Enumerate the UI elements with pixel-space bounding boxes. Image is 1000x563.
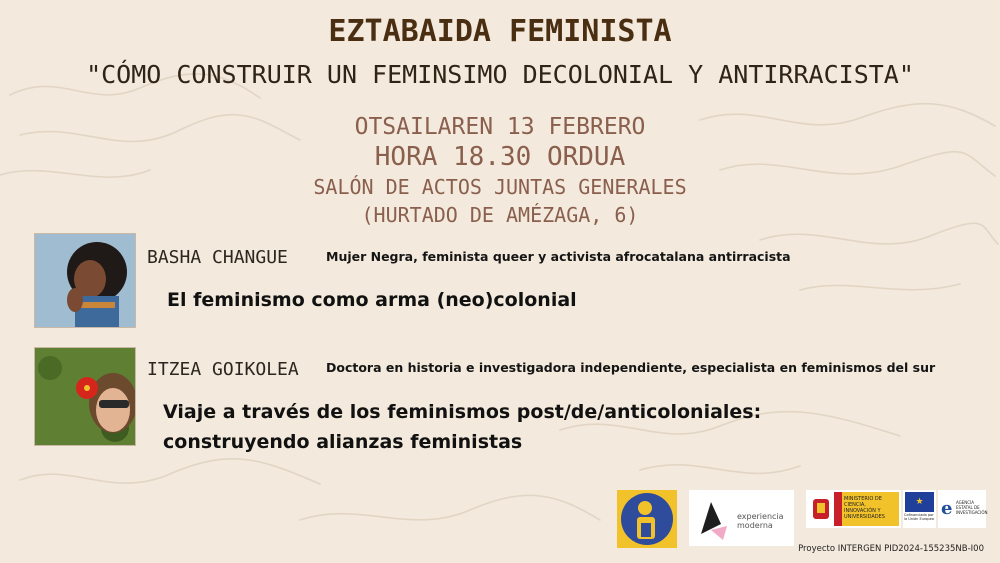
project-logo (617, 490, 677, 548)
eu-logo: ★ Cofinanciado por la Unión Europea (903, 490, 936, 528)
event-venue: SALÓN DE ACTOS JUNTAS GENERALES (313, 175, 687, 199)
talk-title-line2: construyendo alianzas feministas (163, 431, 523, 453)
agencia-logo (938, 490, 986, 528)
talk-title: Viaje a través de los feminismos post/de/anticoloniales: (163, 401, 762, 423)
event-date: OTSAILAREN 13 FEBRERO (354, 114, 646, 140)
event-address: (HURTADO DE AMÉZAGA, 6) (361, 203, 639, 227)
experiencia-moderna-label: experiencia moderna (737, 512, 784, 530)
speaker-role: Mujer Negra, feminista queer y activista afrocatalana antirracista (326, 249, 791, 264)
speaker-photo-basha (34, 233, 136, 328)
experiencia-moderna-logo (689, 490, 794, 546)
eu-label: Cofinanciado por la Unión Europea (904, 513, 934, 521)
speaker-photo-itzea (34, 347, 136, 446)
ministerio-label: MINISTERIO DE CIENCIA, INNOVACIÓN Y UNIVERSIDADES (844, 496, 885, 520)
agencia-label: AGENCIA ESTATAL DE INVESTIGACIÓN (956, 500, 988, 515)
speaker-name: ITZEA GOIKOLEA (147, 359, 299, 380)
event-subtitle: "CÓMO CONSTRUIR UN FEMINSIMO DECOLONIAL Y ANTIRRACISTA" (86, 60, 914, 89)
agencia-e-icon: e (941, 498, 953, 519)
ministerio-logo (806, 490, 901, 528)
speaker-role: Doctora en historia e investigadora independiente, especialista en feminismos del sur (326, 360, 936, 375)
event-title: EZTABAIDA FEMINISTA (328, 14, 672, 49)
talk-title: El feminismo como arma (neo)colonial (167, 289, 577, 311)
event-time: HORA 18.30 ORDUA (374, 142, 626, 172)
speaker-name: BASHA CHANGUE (147, 247, 288, 268)
project-footer: Proyecto INTERGEN PID2024-155235NB-I00 (798, 544, 984, 554)
